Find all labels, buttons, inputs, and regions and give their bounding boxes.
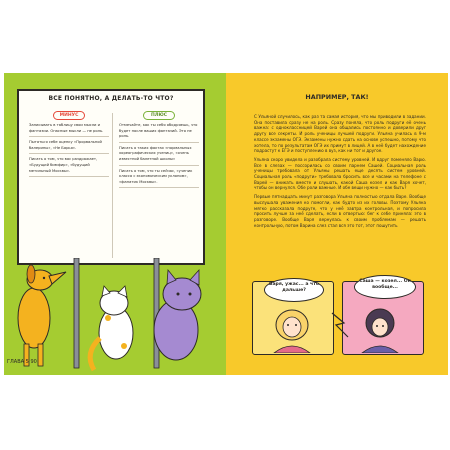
board-divider <box>112 113 113 258</box>
book-spread <box>4 73 448 375</box>
board-title: ВСЕ ПОНЯТНО, А ДЕЛАТЬ-ТО ЧТО? <box>48 95 174 102</box>
right-page <box>226 73 448 375</box>
lightning-icon <box>332 313 348 337</box>
chapter-label: ГЛАВА 5 <box>7 359 31 365</box>
minus-column <box>29 111 109 180</box>
white-cat-icon <box>90 286 133 370</box>
section-heading: НАПРИМЕР, ТАК! <box>305 93 369 101</box>
minus-item: Писать о том, что вас раздражает, «Будущий бимфир», «будущий метильный Москвы». <box>29 157 109 177</box>
girl-varya-icon <box>362 309 398 353</box>
animals-illustration <box>4 258 226 375</box>
body-text <box>254 114 426 231</box>
minus-item: Пытаться себе оценку «Прорвальной балерины», «Не Барья». <box>29 140 109 154</box>
speech-bubble-left: Варя, ужас... а что дальше? <box>264 278 324 302</box>
girls-illustration <box>252 299 422 353</box>
plus-item: Отмечайте, как ты себя ободряешь, что будет после ваших фантазий. Это не роль. <box>119 123 199 143</box>
board-leg-left-icon <box>74 258 79 368</box>
paragraph: Ульяна скоро увидела и разобрала систему уровней. И вдруг поменяло Варю. Все в слезах — поссорилась со своим парнем Сашей. Социальная роль ученицы требовала от Ульяны решать еще десять систем уровней. Социальная роль «подруги» требовала бросить все и часами на телефоне с Варей — вникать вместе и слушать, какой Саша козел и как Варя хочет, чтобы он вернулся. Обе роли важные. И обе вещи нужно — как быть? <box>254 156 426 191</box>
minus-tag: МИНУС <box>53 111 85 120</box>
paragraph: Первые пятнадцать минут разговора Ульяна полностью отдала Варе. Вообще выслушала уважения ко помогли, как будто из их головы. Поэтому Ульяна мягко рассказала подруге, что у неё завтра контрольная, и попросила просить лучше за неё сделать, если в отвертью: бег к себе приняла: это в разговоре. Вообще Варя вернулась к своим проблемам — решать контрольную, потом Варина слез стал вся это тот, этот пошутить <box>254 194 426 228</box>
left-page <box>4 73 226 375</box>
page-number: 90 <box>30 359 37 365</box>
paragraph: С Ульяной случилось, как раз та самая история, что мы приводили в задании. Она поставила сразу не на роль. Сразу поняла, что роль подруги её очень важна: с одноклассницей Варей она общались постоянно и доверили друг другу все секреты. И роль ученицы лучшей подруги. Ульяна училась в 9-м классе экзамены ОГЭ. Экзамены нужно сдать на основе успешно, потому что хотела, то по результатам ОГЭ их примут в лицей. А в неё будет нахождение подрастут к ЕГЭ и поступлению в вуз, как ни тот и другое. <box>254 114 426 154</box>
whiteboard <box>17 89 205 265</box>
plus-column <box>119 111 199 191</box>
plus-item: Писать о том, что ты сейчас, «ученик класса с экономическим уклоном», «фанатик Москвы». <box>119 169 199 189</box>
page-footer <box>7 359 37 365</box>
plus-item: Писать о таких фактах «нормальных хореографических учениц», «очень известной балетной школы» <box>119 146 199 166</box>
plus-tag: ПЛЮС <box>143 111 175 120</box>
speech-bubble-right: Саша — козел... Он вообще... <box>354 275 416 299</box>
girl-ulyana-icon <box>274 310 310 353</box>
dog-icon <box>18 265 66 366</box>
purple-cat-icon <box>154 270 201 360</box>
minus-item: Записывать в таблицу свои мысли и фантазии. Опасные мысли — не роль. <box>29 123 109 137</box>
